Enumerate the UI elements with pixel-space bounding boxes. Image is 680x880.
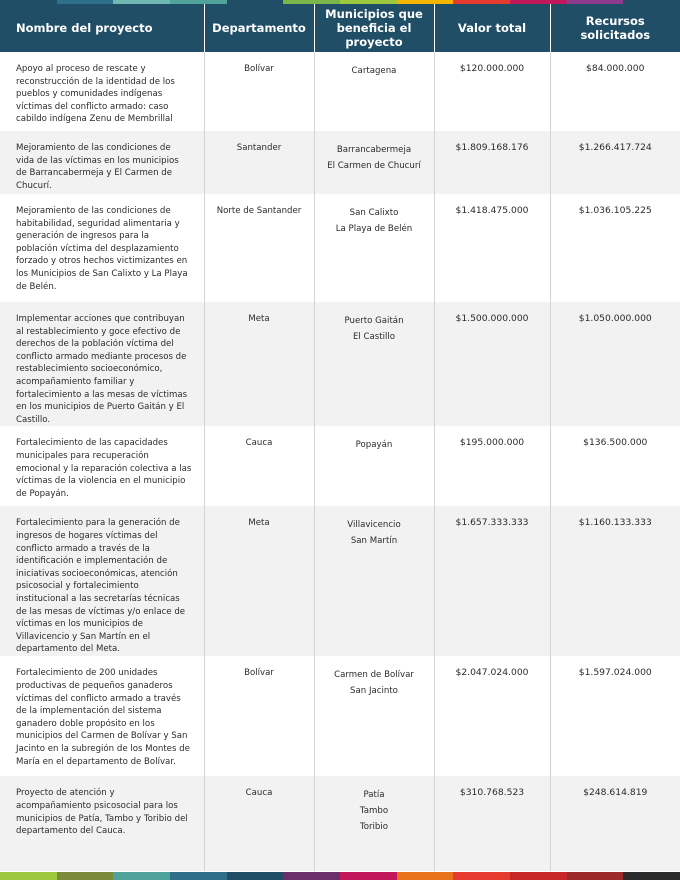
requested-resources-cell: $1.266.417.724 [550,131,680,194]
total-value-cell: $1.500.000.000 [434,302,550,426]
table-row [0,52,680,131]
stripe-segment [340,872,397,880]
department-cell: Santander [204,131,314,194]
municipalities-cell [314,131,434,194]
header-municipios: Municipios que beneficia el proyecto [314,4,434,52]
stripe-segment [283,872,340,880]
municipalities-cell [314,776,434,871]
requested-resources-cell: $1.160.133.333 [550,506,680,656]
municipalities-cell [314,506,434,656]
header-valor-total: Valor total [434,4,550,52]
municipality-name: Toribio [359,822,389,833]
stripe-segment [623,872,680,880]
table-row [0,656,680,776]
table-row [0,131,680,194]
municipalities-cell [314,656,434,776]
stripe-segment [567,872,624,880]
municipality-name: La Playa de Belén [335,224,413,234]
project-name-cell: Fortalecimiento de las capacidades municipales para recuperación emocional y la reparación colectiva a las víctimas de la violencia en el municipio de Popayán. [16,438,192,499]
header-recursos-solicitados: Recursos solicitados [550,4,680,52]
municipalities-cell [314,194,434,302]
header-departamento: Departamento [204,4,314,52]
municipalities-cell [314,52,434,131]
total-value-cell: $120.000.000 [434,52,550,131]
requested-resources-cell: $136.500.000 [550,426,680,506]
municipality-name: Popayán [355,440,393,451]
stripe-segment [0,872,57,880]
stripe-segment [453,872,510,880]
municipality-name: Cartagena [351,66,397,76]
department-cell: Cauca [204,776,314,871]
municipality-name: Puerto Gaitán [344,316,404,326]
municipality-name: San Jacinto [350,686,398,697]
total-value-cell: $310.768.523 [434,776,550,871]
municipality-name: San Calixto [349,208,399,218]
municipality-name: Tambo [359,806,389,817]
bottom-color-stripe [0,872,680,880]
project-name-cell: Mejoramiento de las condiciones de vida de las víctimas en los municipios de Barrancabermeja y El Carmen de Chucurí. [0,131,204,194]
stripe-segment [397,872,454,880]
requested-resources-cell: $1.597.024.000 [550,656,680,776]
project-name-cell: Apoyo al proceso de rescate y reconstrucción de la identidad de los pueblos y comunidades indígenas víctimas del conflicto armado: caso cabildo indígena Zenu de Membrillal [16,64,175,125]
stripe-segment [510,872,567,880]
project-name-cell: Implementar acciones que contribuyan al restablecimiento y goce efectivo de derechos de la población víctima del conflicto armado mediante procesos de restablecimiento socioeconómico, acompañamiento familiar y fortalecimiento a las mesas de víctimas en los municipios de Puerto Gaitán y El Castillo. [0,302,204,426]
stripe-segment [170,872,227,880]
table-body [0,52,680,871]
municipalities-cell [314,302,434,426]
total-value-cell: $195.000.000 [434,426,550,506]
department-cell: Meta [204,302,314,426]
department-cell: Cauca [204,426,314,506]
requested-resources-cell: $1.050.000.000 [550,302,680,426]
table-row [0,776,680,871]
municipality-name: El Carmen de Chucurí [327,161,421,171]
municipality-name: Barrancabermeja [336,145,412,155]
table-row [0,302,680,426]
requested-resources-cell: $84.000.000 [550,52,680,131]
table-row [0,426,680,506]
header-proyecto: Nombre del proyecto [0,4,204,52]
requested-resources-cell: $248.614.819 [550,776,680,871]
municipalities-cell [314,426,434,506]
stripe-segment [113,872,170,880]
project-name-cell: Mejoramiento de las condiciones de habitabilidad, seguridad alimentaria y generación de ingresos para la población víctima del desplazamiento forzado y otros hechos victimizantes en los Municipios de San Calixto y La Playa de Belén. [16,206,188,292]
project-name-cell: Fortalecimiento para la generación de ingresos de hogares víctimas del conflicto armado a través de la identificación e implementación de iniciativas socioeconómicas, atención psicosocial y fortalecimiento institucional a las secretarías técnicas de las mesas de víctimas y/o enlace de víctimas en los municipios de Villavicencio y San Martín en el departamento del Meta. [0,506,204,656]
project-name-cell: Proyecto de atención y acompañamiento psicosocial para los municipios de Patía, Tambo y Toribio del departamento del Cauca. [0,776,204,871]
table-header [0,4,680,52]
municipality-name: El Castillo [352,332,396,342]
total-value-cell: $1.657.333.333 [434,506,550,656]
municipality-name: San Martín [350,536,398,547]
table-row [0,506,680,656]
projects-table [0,4,680,871]
department-cell: Meta [204,506,314,656]
total-value-cell: $1.418.475.000 [434,194,550,302]
requested-resources-cell: $1.036.105.225 [550,194,680,302]
stripe-segment [227,872,284,880]
municipality-name: Patía [363,790,385,801]
department-cell: Norte de Santander [204,194,314,302]
municipality-name: Villavicencio [347,520,401,531]
municipality-name: Carmen de Bolívar [334,670,414,681]
table-row [0,194,680,302]
department-cell: Bolívar [204,656,314,776]
stripe-segment [57,872,114,880]
total-value-cell: $2.047.024.000 [434,656,550,776]
project-name-cell: Fortalecimiento de 200 unidades productivas de pequeños ganaderos víctimas del conflicto armado a través de la implementación del sistema ganadero doble propósito en los municipios del Carmen de Bolívar y San Jacinto en la subregión de los Montes de María en el departamento de Bolívar. [16,668,190,767]
total-value-cell: $1.809.168.176 [434,131,550,194]
department-cell: Bolívar [204,52,314,131]
